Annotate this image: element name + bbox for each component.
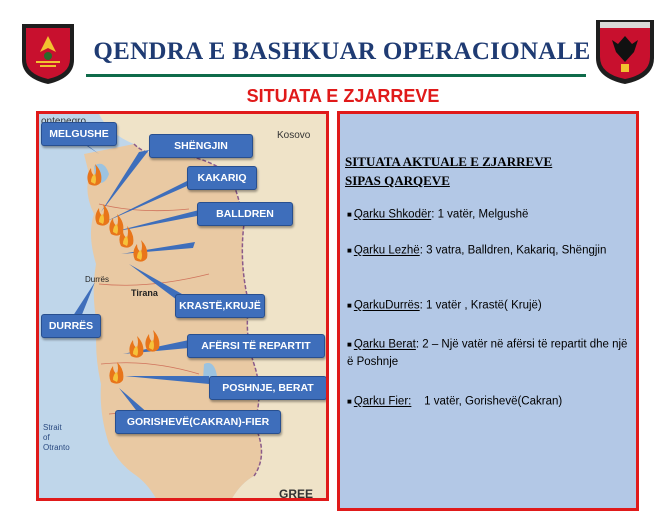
qark-detail: : 1 vatër , Krastë( Krujë) bbox=[419, 299, 542, 312]
military-emblem-left bbox=[20, 22, 76, 86]
map-label-strait-2: of bbox=[43, 433, 50, 442]
callout-melgushe: MELGUSHE bbox=[41, 122, 117, 146]
map-label-durres: Durrës bbox=[85, 275, 110, 284]
list-item bbox=[347, 242, 632, 260]
info-heading bbox=[345, 152, 605, 190]
qark-detail: : 2 – Një vatër në afërsi të repartit dhe një ë Poshnje bbox=[347, 338, 628, 368]
qark-detail: : 1 vatër, Melgushë bbox=[431, 208, 529, 221]
list-item bbox=[347, 297, 632, 315]
callout-gorisheve-fier: GORISHEVË(CAKRAN)-FIER bbox=[115, 410, 281, 434]
fire-map bbox=[36, 111, 329, 501]
map-label-strait-1: Strait bbox=[43, 423, 62, 432]
bullet-icon: ■ bbox=[347, 301, 352, 310]
bullet-icon: ■ bbox=[347, 340, 352, 349]
qark-name: QarkuDurrës bbox=[353, 299, 420, 312]
list-item bbox=[347, 393, 632, 411]
info-heading-line-2: SIPAS QARQEVE bbox=[345, 173, 450, 188]
qark-name: Qarku Shkodër bbox=[353, 208, 432, 221]
callout-durres: DURRËS bbox=[41, 314, 101, 338]
bullet-icon: ■ bbox=[347, 397, 352, 406]
page-title: QENDRA E BASHKUAR OPERACIONALE bbox=[93, 38, 591, 65]
qark-name: Qarku Lezhë bbox=[353, 244, 420, 257]
map-label-kosovo: Kosovo bbox=[277, 130, 311, 141]
map-label-greece: GREE bbox=[279, 487, 314, 501]
callout-kakariq: KAKARIQ bbox=[187, 166, 257, 190]
qark-name: Qarku Fier: bbox=[353, 395, 412, 408]
list-item bbox=[347, 206, 632, 224]
bullet-icon: ■ bbox=[347, 246, 352, 255]
callout-afersi-repartit: AFËRSI TË REPARTIT bbox=[187, 334, 325, 358]
info-heading-line-1: SITUATA AKTUALE E ZJARREVE bbox=[345, 154, 553, 169]
bullet-icon: ■ bbox=[347, 210, 352, 219]
qark-detail: : 3 vatra, Balldren, Kakariq, Shëngjin bbox=[419, 244, 607, 257]
callout-poshnje-berat: POSHNJE, BERAT bbox=[209, 376, 327, 400]
callout-kraste-kruje: KRASTË,KRUJË bbox=[175, 294, 265, 318]
qark-detail: 1 vatër, Gorishevë(Cakran) bbox=[411, 395, 563, 408]
list-item bbox=[347, 336, 632, 371]
title-divider bbox=[86, 74, 586, 77]
page-subtitle: SITUATA E ZJARREVE bbox=[246, 86, 440, 106]
map-label-tirana: Tirana bbox=[131, 288, 158, 298]
republic-emblem-right bbox=[594, 18, 656, 86]
map-label-strait-3: Otranto bbox=[43, 443, 70, 452]
callout-balldren: BALLDREN bbox=[197, 202, 293, 226]
qark-name: Qarku Berat bbox=[353, 338, 416, 351]
callout-shengjin: SHËNGJIN bbox=[149, 134, 253, 158]
